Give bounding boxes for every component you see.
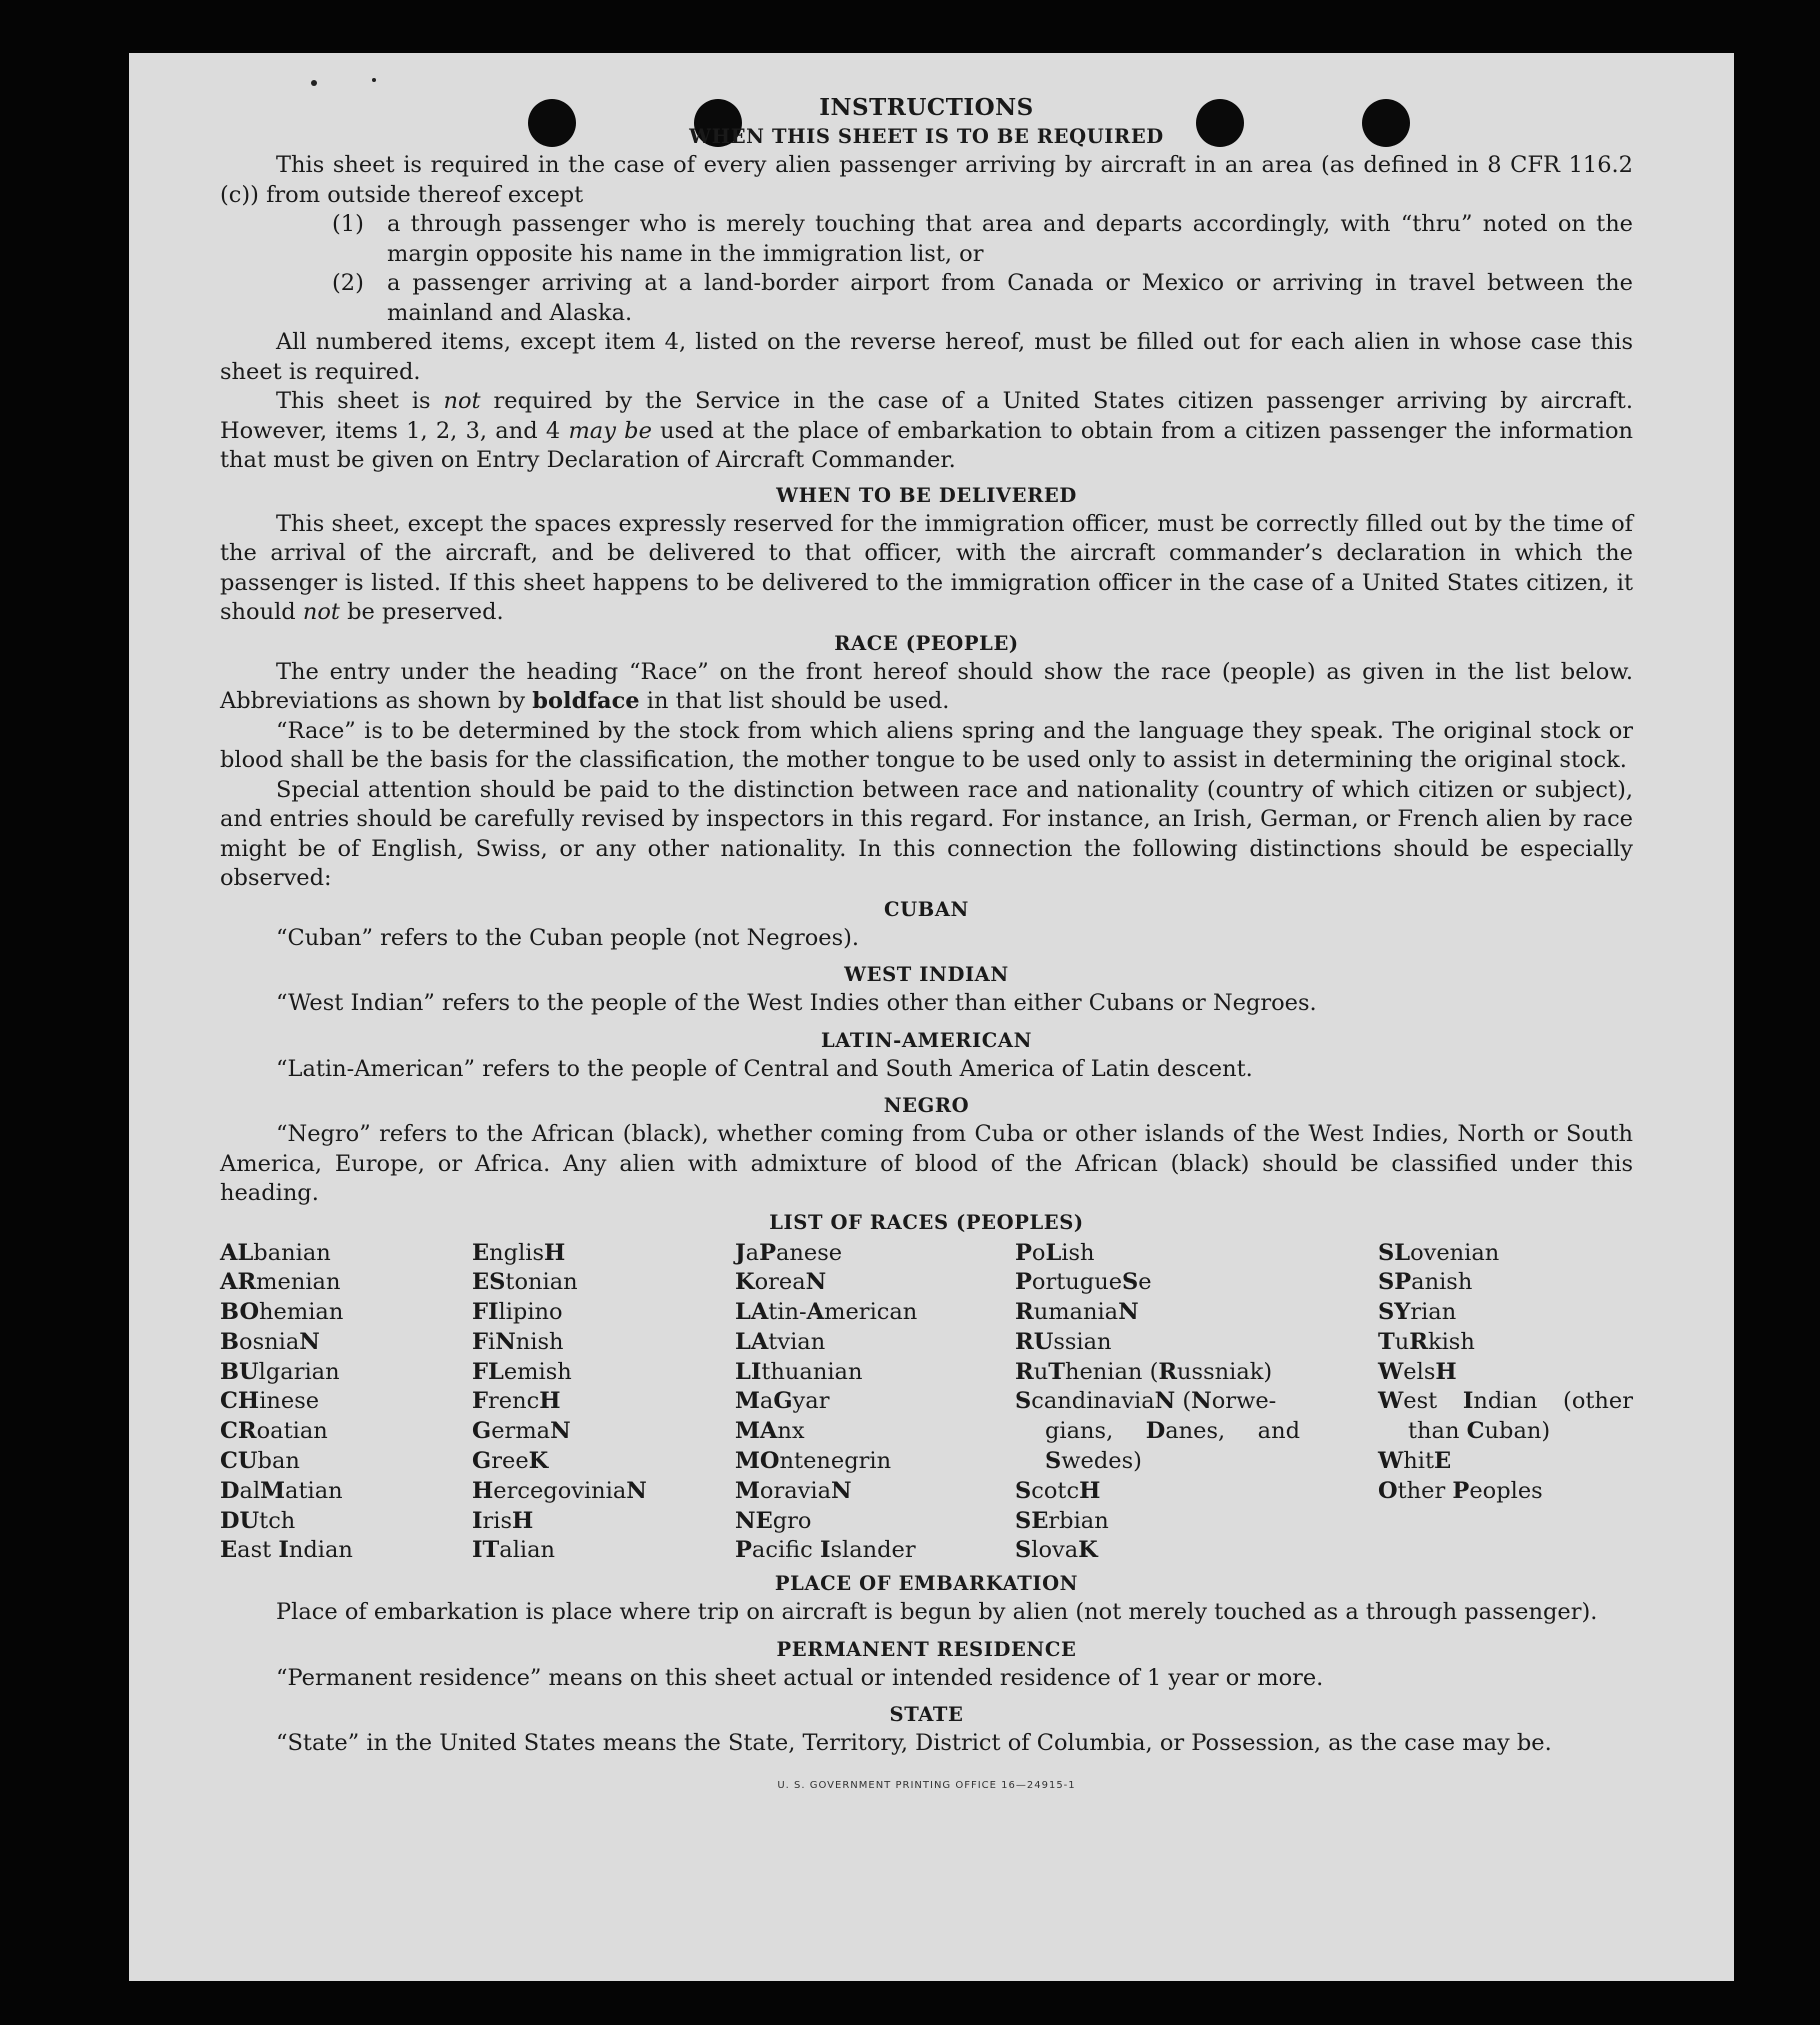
text-run: in that list should be used. <box>639 688 950 714</box>
race-entry: LIthuanian <box>735 1358 863 1385</box>
race-paragraph-2: “Race” is to be determined by the stock from which aliens spring and the language they speak. The original stock or blood shall be the basis for the classification, the mother tongue to be used only to assist in determining the original stock. <box>220 717 1633 773</box>
text-run: be preserved. <box>339 599 504 625</box>
latin-american-paragraph: “Latin-American” refers to the people of Central and South America of Latin descent. <box>276 1055 1253 1082</box>
required-paragraph-citizen <box>220 387 1633 476</box>
race-entry-continued: than Cuban) <box>1408 1418 1551 1445</box>
race-entry: East Indian <box>220 1537 353 1564</box>
speck <box>372 78 376 82</box>
races-column-1 <box>220 1239 472 1567</box>
required-paragraph-items: All numbered items, except item 4, listed on the reverse hereof, must be filled out for each alien in whose case this sheet is required. <box>220 329 1633 385</box>
race-entry: HercegoviniaN <box>472 1477 647 1504</box>
race-entry: CUban <box>220 1448 300 1475</box>
race-entry: BUlgarian <box>220 1358 340 1385</box>
text-run: required by the Service in the case of a United States citizen passenger arriving by aircraft. However, items 1, 2, 3, and 4 <box>220 388 1633 444</box>
race-entry: CHinese <box>220 1388 320 1415</box>
section-heading-cuban: CUBAN <box>884 897 969 921</box>
race-entry: KoreaN <box>735 1269 827 1296</box>
race-entry: PoLish <box>1015 1239 1095 1266</box>
races-column-3 <box>735 1239 1015 1567</box>
race-entry: SPanish <box>1378 1269 1473 1296</box>
races-column-4 <box>1015 1239 1378 1567</box>
race-entry: MOntenegrin <box>735 1448 892 1475</box>
section-heading-race: RACE (PEOPLE) <box>834 631 1019 655</box>
race-entry: CRoatian <box>220 1418 328 1445</box>
section-heading-state: STATE <box>889 1703 964 1727</box>
race-entry: WelsH <box>1378 1358 1457 1385</box>
race-entry: ARmenian <box>220 1269 341 1296</box>
residence-paragraph: “Permanent residence” means on this sheet actual or intended residence of 1 year or more. <box>276 1664 1324 1691</box>
delivered-paragraph <box>220 510 1633 628</box>
negro-paragraph: “Negro” refers to the African (black), whether coming from Cuba or other islands of the West Indies, North or South America, Europe, or Africa. Any alien with admixture of blood of the African (black) should be classified under this heading. <box>220 1121 1633 1206</box>
race-entry: FLemish <box>472 1358 572 1385</box>
race-entry: DUtch <box>220 1507 296 1534</box>
text-run-italic: not <box>443 388 481 414</box>
exception-item <box>220 269 1633 328</box>
race-entry: ScotcH <box>1015 1477 1101 1504</box>
text-run: used at the place of embarkation to obtain from a citizen passenger the information that must be given on Entry Declaration of Aircraft Commander. <box>220 417 1633 473</box>
exception-text: a passenger arriving at a land-border airport from Canada or Mexico or arriving in travel between the mainland and Alaska. <box>387 270 1633 326</box>
section-heading-latin-american: LATIN-AMERICAN <box>820 1028 1033 1052</box>
section-heading-required: WHEN THIS SHEET IS TO BE REQUIRED <box>689 125 1164 148</box>
races-list <box>220 1239 1633 1567</box>
race-entry: PortugueSe <box>1015 1269 1152 1296</box>
cuban-paragraph: “Cuban” refers to the Cuban people (not Negroes). <box>276 924 860 951</box>
race-entry: FrencH <box>472 1388 561 1415</box>
embarkation-paragraph: Place of embarkation is place where trip on aircraft is begun by alien (not merely touched as a through passenger). <box>276 1599 1598 1626</box>
race-entry: BOhemian <box>220 1299 344 1326</box>
race-entry: ALbanian <box>220 1239 331 1266</box>
section-heading-embarkation: PLACE OF EMBARKATION <box>774 1572 1079 1596</box>
race-entry: Pacifc Islander <box>735 1537 916 1564</box>
text-run: The entry under the heading “Race” on the front hereof should show the race (people) as given in the list below. Abbreviations as shown by <box>220 658 1633 714</box>
races-column-5 <box>1378 1239 1633 1567</box>
race-entry: RumaniaN <box>1015 1299 1139 1326</box>
race-entry: JaPanese <box>735 1239 843 1266</box>
race-entry: SErbian <box>1015 1507 1109 1534</box>
race-entry-continued: Swedes) <box>1045 1448 1142 1475</box>
section-heading-delivered: WHEN TO BE DELIVERED <box>776 483 1077 507</box>
race-entry: FiNnish <box>472 1328 564 1355</box>
race-entry: DalMatian <box>220 1477 343 1504</box>
state-paragraph: “State” in the United States means the State, Territory, District of Columbia, or Possession, as the case may be. <box>276 1730 1552 1757</box>
race-entry: RUssian <box>1015 1328 1112 1355</box>
text-run-italic: may be <box>568 417 652 444</box>
required-intro: This sheet is required in the case of every alien passenger arriving by aircraft in an area (as defined in 8 CFR 116.2 (c)) from outside thereof except <box>220 152 1633 208</box>
page-title: INSTRUCTIONS <box>819 94 1034 121</box>
race-entry: SlovaK <box>1015 1537 1098 1564</box>
race-entry: GermaN <box>472 1418 571 1445</box>
race-entry: MaGyar <box>735 1388 830 1415</box>
race-entry: EStonian <box>472 1269 578 1296</box>
exception-number: (1) <box>332 211 364 237</box>
race-entry: LAtin-American <box>735 1299 918 1326</box>
text-run-italic: not <box>302 599 340 625</box>
race-entry: FIlipino <box>472 1299 563 1326</box>
race-entry: BosniaN <box>220 1328 320 1355</box>
race-entry: MAnx <box>735 1418 805 1445</box>
race-entry: Other Peoples <box>1378 1477 1543 1504</box>
race-entry: GreeK <box>472 1448 549 1475</box>
race-paragraph-1 <box>220 658 1633 717</box>
race-entry: TuRkish <box>1378 1328 1475 1355</box>
text-run: This sheet, except the spaces expressly reserved for the immigration officer, must be correctly filled out by the time of the arrival of the aircraft, and be delivered to that officer, with the aircraft commander’s declaration in which the passenger is listed. If this sheet happens to be delivered to the immigration officer in the case of a United States citizen, it should <box>220 510 1633 625</box>
section-heading-west-indian: WEST INDIAN <box>844 963 1009 986</box>
west-indian-paragraph: “West Indian” refers to the people of the West Indies other than either Cubans or Negroes. <box>276 990 1317 1016</box>
race-paragraph-3: Special attention should be paid to the distinction between race and nationality (country of which citizen or subject), and entries should be carefully revised by inspectors in this regard. For instance, an Irish, German, or French alien by race might be of English, Swiss, or any other nationality. In this connection the following distinctions should be especially observed: <box>220 776 1633 891</box>
document-sheet <box>129 53 1734 1981</box>
exception-item <box>220 210 1633 269</box>
races-column-2 <box>472 1239 735 1567</box>
race-entry: ScandinaviaN (Norwe- <box>1015 1388 1277 1415</box>
race-entry: SLovenian <box>1378 1239 1500 1266</box>
race-entry: MoraviaN <box>735 1477 852 1504</box>
race-entry: LAtvian <box>735 1328 826 1355</box>
race-entry: EnglisH <box>472 1239 566 1266</box>
race-entry: ITalian <box>472 1537 556 1564</box>
race-entry-continued: gians, Danes, and <box>1045 1418 1300 1445</box>
section-heading-negro: NEGRO <box>883 1094 970 1117</box>
instructions-content <box>220 93 1633 1800</box>
race-entry: RuThenian (Russniak) <box>1015 1358 1273 1385</box>
exception-text: a through passenger who is merely touching that area and departs accordingly, with “thru” noted on the margin opposite his name in the immigration list, or <box>387 211 1633 267</box>
section-heading-list-of-races: LIST OF RACES (PEOPLES) <box>769 1210 1084 1234</box>
race-entry: NEgro <box>735 1507 812 1534</box>
race-entry: SYrian <box>1378 1299 1457 1326</box>
text-run: This sheet is <box>276 388 444 414</box>
section-heading-residence: PERMANENT RESIDENCE <box>776 1637 1077 1661</box>
race-entry: IrisH <box>472 1507 534 1534</box>
speck <box>311 80 317 86</box>
race-entry: West Indian (other <box>1378 1388 1634 1415</box>
printing-office-imprint: U. S. GOVERNMENT PRINTING OFFICE 16—24915-1 <box>777 1779 1076 1791</box>
exception-number: (2) <box>332 270 364 296</box>
race-entry: WhitE <box>1378 1448 1452 1475</box>
text-run-bold: boldface <box>532 688 640 714</box>
